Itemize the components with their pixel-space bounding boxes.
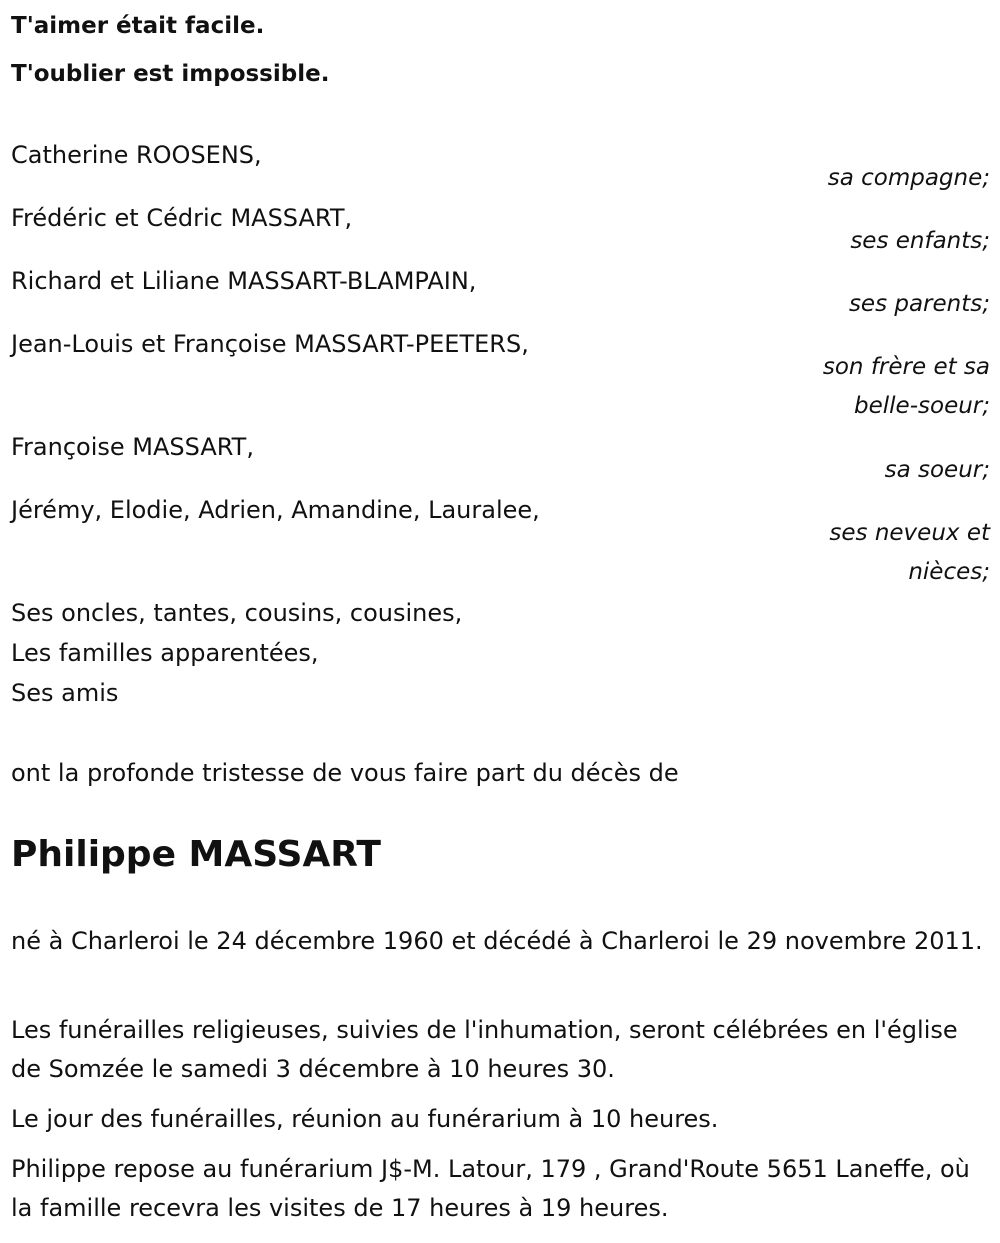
relative-role-line: ses neveux et: [829, 520, 990, 546]
others-line: Ses amis: [11, 679, 119, 707]
others-line: Ses oncles, tantes, cousins, cousines,: [11, 599, 463, 627]
relative-name: Richard et Liliane MASSART-BLAMPAIN,: [11, 267, 477, 295]
relative-name: Catherine ROOSENS,: [11, 141, 262, 169]
relative-role: [828, 159, 990, 198]
relative-role-line: ses enfants;: [850, 228, 990, 254]
relative-role-line: belle-soeur;: [854, 393, 990, 419]
deceased-name: Philippe MASSART: [11, 834, 381, 875]
relative-role: [849, 285, 990, 324]
visitation-paragraph: Philippe repose au funérarium J$-M. Latour, 179 , Grand'Route 5651 Laneffe, où la famille recevra les visites de 17 heures à 19 heures.: [11, 1155, 970, 1222]
motto-line-2: T'oublier est impossible.: [11, 61, 330, 87]
relative-role-line: son frère et sa: [822, 354, 990, 380]
gathering-paragraph: Le jour des funérailles, réunion au funérarium à 10 heures.: [11, 1105, 719, 1133]
relative-role: [885, 451, 990, 490]
relative-role: [823, 348, 990, 426]
birth-death-paragraph: né à Charleroi le 24 décembre 1960 et décédé à Charleroi le 29 novembre 2011.: [11, 927, 983, 955]
relative-name: Jérémy, Elodie, Adrien, Amandine, Lauralee,: [11, 496, 540, 524]
relative-role-line: nièces;: [908, 559, 990, 585]
relative-role-line: sa compagne;: [827, 165, 990, 191]
relative-name: Françoise MASSART,: [11, 433, 254, 461]
relative-name: Frédéric et Cédric MASSART,: [11, 204, 353, 232]
announcement: ont la profonde tristesse de vous faire part du décès de: [11, 759, 679, 787]
others-line: Les familles apparentées,: [11, 639, 319, 667]
relative-role-line: ses parents;: [848, 291, 990, 317]
relative-role: [829, 514, 990, 592]
motto-line-1: T'aimer était facile.: [11, 13, 265, 39]
relative-name: Jean-Louis et Françoise MASSART-PEETERS,: [11, 330, 529, 358]
relative-role-line: sa soeur;: [884, 457, 990, 483]
relative-role: [850, 222, 990, 261]
funeral-paragraph: Les funérailles religieuses, suivies de l'inhumation, seront célébrées en l'église de Somzée le samedi 3 décembre à 10 heures 30.: [11, 1016, 958, 1083]
